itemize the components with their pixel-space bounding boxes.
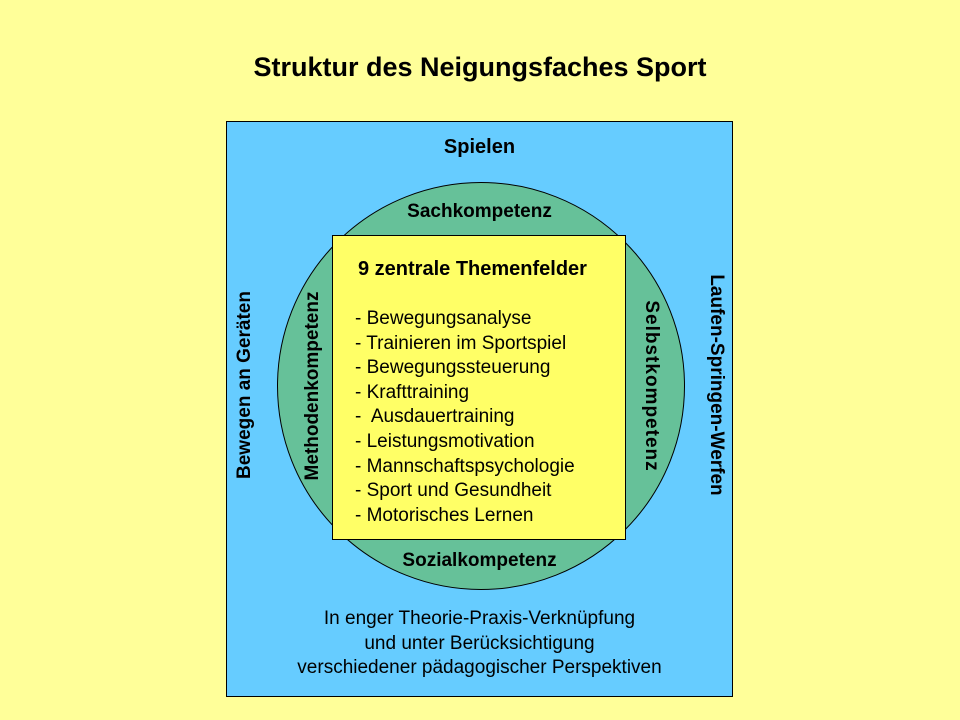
list-item: - Ausdauertraining <box>355 406 515 428</box>
circle-bottom-label: Sozialkompetenz <box>402 550 557 571</box>
bottom-note-line: In enger Theorie-Praxis-Verknüpfung <box>323 608 636 629</box>
bottom-note-line: verschiedener pädagogischer Perspektiven <box>297 657 662 678</box>
list-item: - Krafttraining <box>355 381 470 403</box>
outer-top-label: Spielen <box>443 136 516 158</box>
circle-top-label: Sachkompetenz <box>407 201 552 222</box>
themes-box <box>332 235 626 540</box>
list-item: - Leistungsmotivation <box>355 430 535 452</box>
outer-left-label: Bewegen an Geräten <box>234 291 255 479</box>
list-item: - Sport und Gesundheit <box>355 480 552 502</box>
outer-right-label: Laufen-Springen-Werfen <box>706 274 727 496</box>
list-item: - Mannschaftspsychologie <box>355 455 575 477</box>
page-title: Struktur des Neigungsfaches Sport <box>253 52 707 82</box>
list-item: - Trainieren im Sportspiel <box>355 332 567 354</box>
bottom-note-line: und unter Berücksichtigung <box>364 632 595 654</box>
list-item: - Bewegungsanalyse <box>355 308 532 329</box>
themes-title: 9 zentrale Themenfelder <box>358 258 587 280</box>
list-item: - Bewegungssteuerung <box>355 357 551 379</box>
themes-list <box>355 307 575 528</box>
circle-left-label: Methodenkompetenz <box>302 291 323 481</box>
circle-right-label: Selbstkompetenz <box>641 300 662 472</box>
bottom-note <box>227 607 732 681</box>
structure-diagram <box>226 121 733 697</box>
list-item: - Motorisches Lernen <box>355 504 534 526</box>
